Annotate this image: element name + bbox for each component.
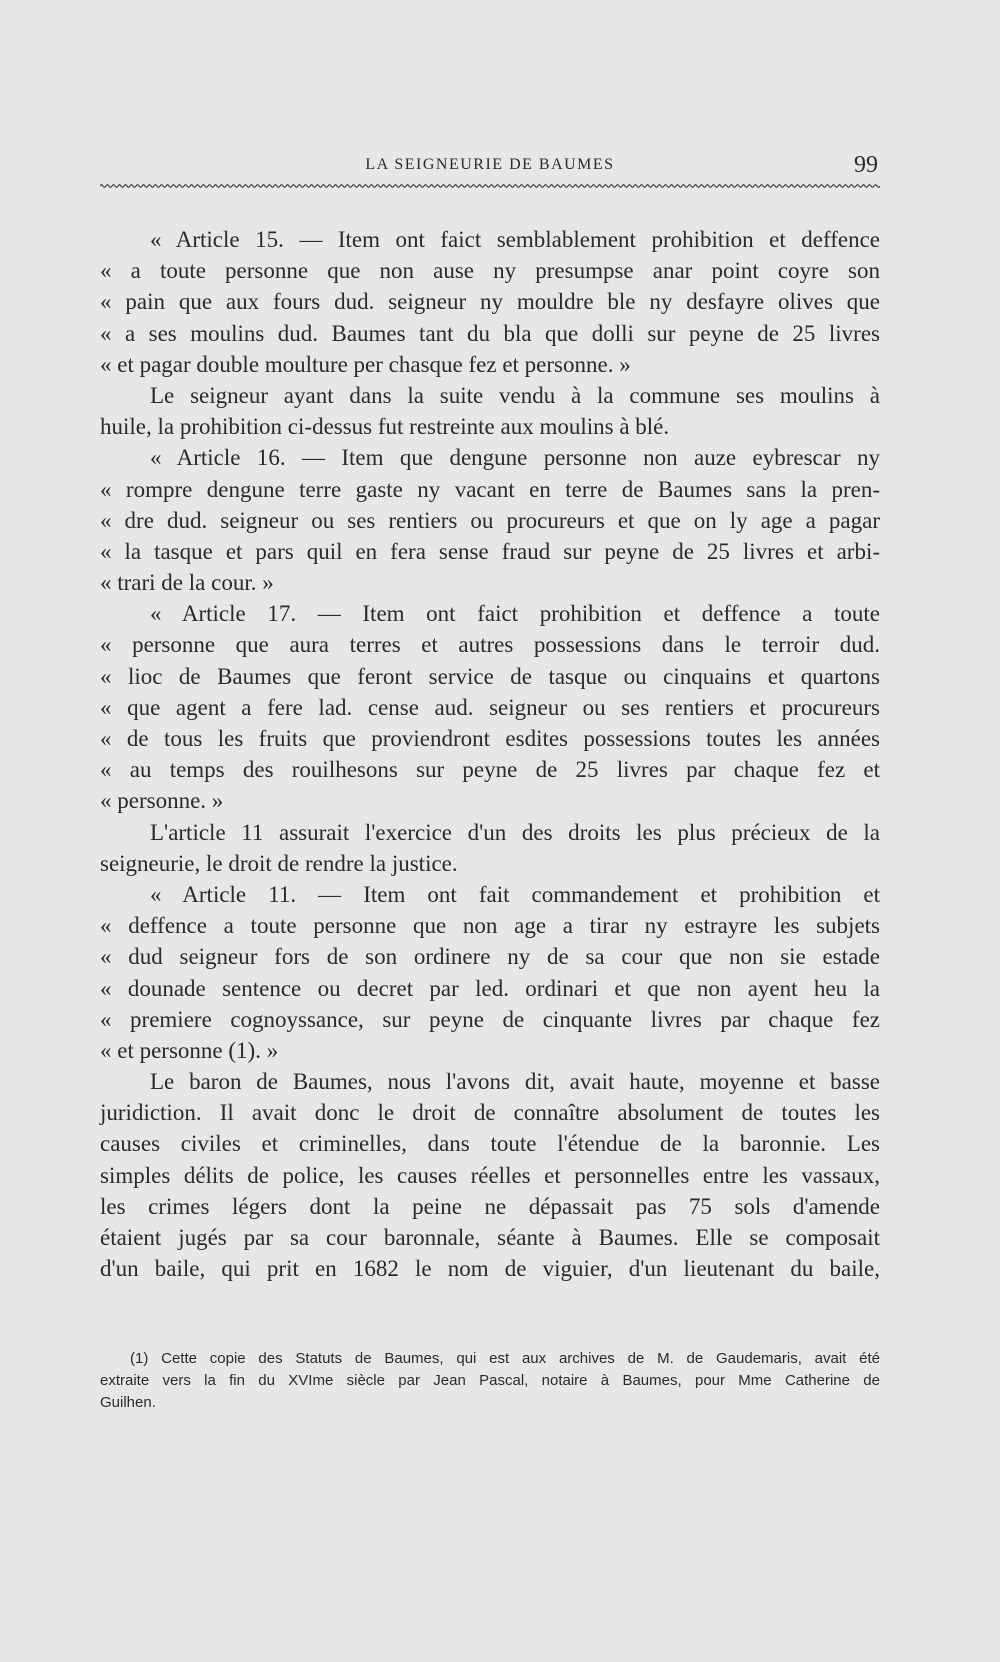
- text-line: « au temps des rouilhesons sur peyne de 25 livres par chaque fez et: [100, 757, 880, 783]
- text-line: « Article 11. — Item ont fait commandement et prohibition et: [150, 881, 880, 907]
- text-line: huile, la prohibition ci-dessus fut restreinte aux moulins à blé.: [100, 414, 670, 440]
- text-line: étaient jugés par sa cour baronnale, séante à Baumes. Elle se composait: [100, 1225, 880, 1250]
- text-line: « Article 16. — Item que dengune personne non auze eybrescar ny: [150, 445, 880, 471]
- text-line: « trari de la cour. »: [100, 570, 274, 596]
- text-line: « dre dud. seigneur ou ses rentiers ou procureurs et que on ly age a pagar: [100, 507, 880, 533]
- running-title: LA SEIGNEURIE DE BAUMES: [365, 156, 615, 173]
- text-line: « dounade sentence ou decret par led. ordinari et que non ayent heu la: [100, 975, 880, 1001]
- text-line: d'un baile, qui prit en 1682 le nom de viguier, d'un lieutenant du baile,: [100, 1256, 880, 1282]
- text-line: « de tous les fruits que proviendront esdites possessions toutes les années: [100, 726, 880, 751]
- text-line: juridiction. Il avait donc le droit de connaître absolument de toutes les: [100, 1100, 880, 1126]
- text-line: « et personne (1). »: [100, 1037, 279, 1063]
- page-number: 99: [854, 152, 878, 178]
- footnote-line: Guilhen.: [100, 1394, 156, 1411]
- text-line: seigneurie, le droit de rendre la justice.: [100, 850, 458, 876]
- text-line: « et pagar double moulture per chasque fez et personne. »: [100, 351, 631, 377]
- text-line: « Article 17. — Item ont faict prohibition et deffence a toute: [150, 601, 880, 627]
- text-line: « deffence a toute personne que non age a tirar ny estrayre les subjets: [100, 913, 880, 939]
- text-line: « pain que aux fours dud. seigneur ny mouldre ble ny desfayre olives que: [100, 289, 880, 315]
- text-line: « premiere cognoyssance, sur peyne de cinquante livres par chaque fez: [100, 1006, 880, 1032]
- text-line: « a toute personne que non ause ny presumpse anar point coyre son: [100, 258, 880, 284]
- running-head: [100, 150, 880, 190]
- text-line: « rompre dengune terre gaste ny vacant en terre de Baumes sans la pren-: [100, 476, 880, 502]
- text-line: « a ses moulins dud. Baumes tant du bla que dolli sur peyne de 25 livres: [100, 320, 880, 346]
- text-line: « dud seigneur fors de son ordinere ny de sa cour que non sie estade: [100, 944, 880, 970]
- footnote-line: extraite vers la fin du XVIme siècle par Jean Pascal, notaire à Baumes, pour Mme Catherine de: [100, 1372, 880, 1389]
- text-line: L'article 11 assurait l'exercice d'un des droits les plus précieux de la: [150, 819, 880, 845]
- text-line: « personne. »: [100, 788, 224, 814]
- text-line: « la tasque et pars quil en fera sense fraud sur peyne de 25 livres et arbi-: [100, 538, 880, 564]
- text-line: les crimes légers dont la peine ne dépassait pas 75 sols d'amende: [100, 1193, 880, 1219]
- text-line: causes civiles et criminelles, dans toute l'étendue de la baronnie. Les: [100, 1131, 880, 1157]
- text-line: simples délits de police, les causes réelles et personnelles entre les vassaux,: [100, 1162, 880, 1188]
- text-line: Le seigneur ayant dans la suite vendu à la commune ses moulins à: [150, 382, 880, 408]
- text-line: « lioc de Baumes que feront service de tasque ou cinquains et quartons: [100, 663, 880, 689]
- wavy-rule: [100, 182, 880, 190]
- text-line: Le baron de Baumes, nous l'avons dit, avait haute, moyenne et basse: [150, 1069, 880, 1095]
- text-line: « Article 15. — Item ont faict semblablement prohibition et deffence: [150, 227, 880, 252]
- body-text: [100, 224, 880, 1284]
- footnote: [100, 1348, 880, 1414]
- text-line: « personne que aura terres et autres possessions dans le terroir dud.: [100, 632, 880, 658]
- text-line: « que agent a fere lad. cense aud. seigneur ou ses rentiers et procureurs: [100, 694, 880, 720]
- footnote-line: (1) Cette copie des Statuts de Baumes, qui est aux archives de M. de Gaudemaris, avait été: [130, 1350, 880, 1367]
